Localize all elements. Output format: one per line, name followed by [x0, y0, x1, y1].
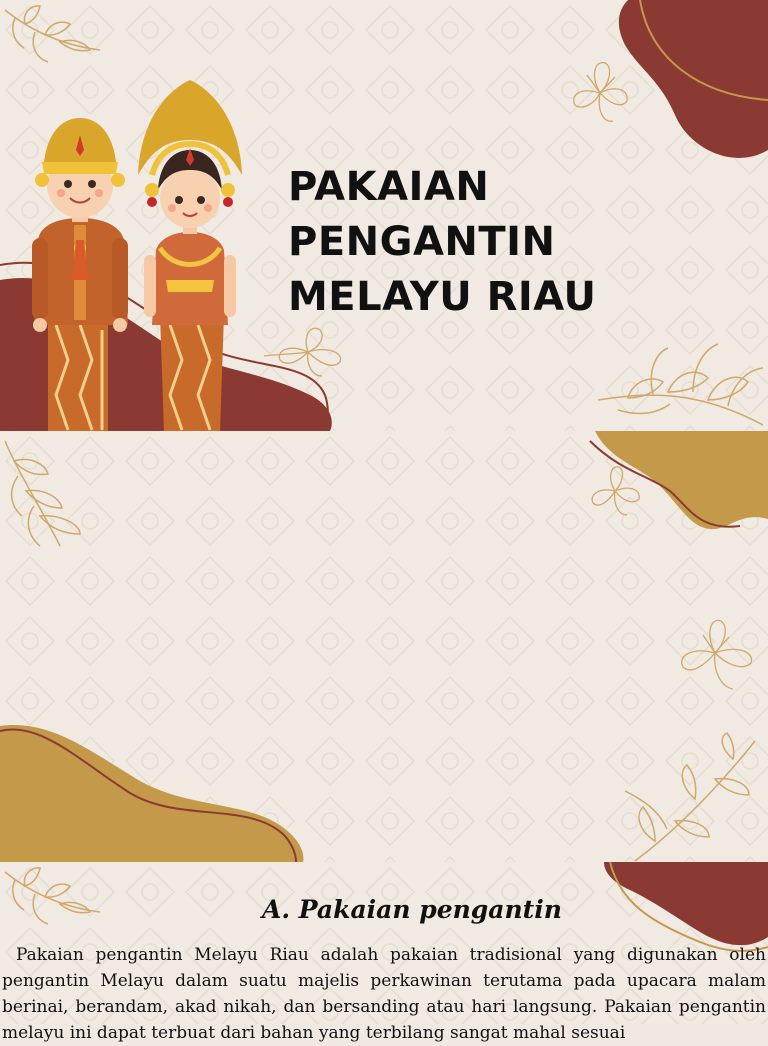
leaf-branch-icon: [615, 731, 768, 862]
flower-outline-icon: [585, 461, 645, 521]
flower-outline-icon: [665, 611, 765, 701]
bride-figure: [138, 80, 242, 431]
leaf-branch-icon: [598, 330, 768, 431]
body-paragraph: Pakaian pengantin Melayu Riau adalah pakaian tradisional yang digunakan oleh pengantin Melayu dalam suatu majelis perkawinan terutama pada upacara malam berinai, berandam, akad nikah, dan bersanding atau hari langsung. Pakaian pengantin melayu ini dapat terbuat dari bahan yang terbilang sangat mahal sesuai: [2, 945, 766, 1043]
flower-outline-icon: [565, 55, 635, 130]
slide-members: [0, 431, 768, 862]
flower-outline-icon: [262, 320, 354, 382]
groom-figure: [32, 118, 128, 431]
title-line-3: MELAYU RIAU: [288, 274, 597, 320]
title-line-1: PAKAIAN: [288, 164, 490, 210]
leaf-branch-icon: [0, 0, 110, 80]
leaf-branch-icon: [0, 436, 110, 556]
slide-title: [0, 0, 768, 431]
page-title: [288, 160, 597, 325]
section-title: A. Pakaian pengantin: [262, 895, 562, 924]
leaf-branch-icon: [0, 862, 110, 942]
title-line-2: PENGANTIN: [288, 219, 556, 265]
bride-groom-illustration: [28, 80, 242, 431]
